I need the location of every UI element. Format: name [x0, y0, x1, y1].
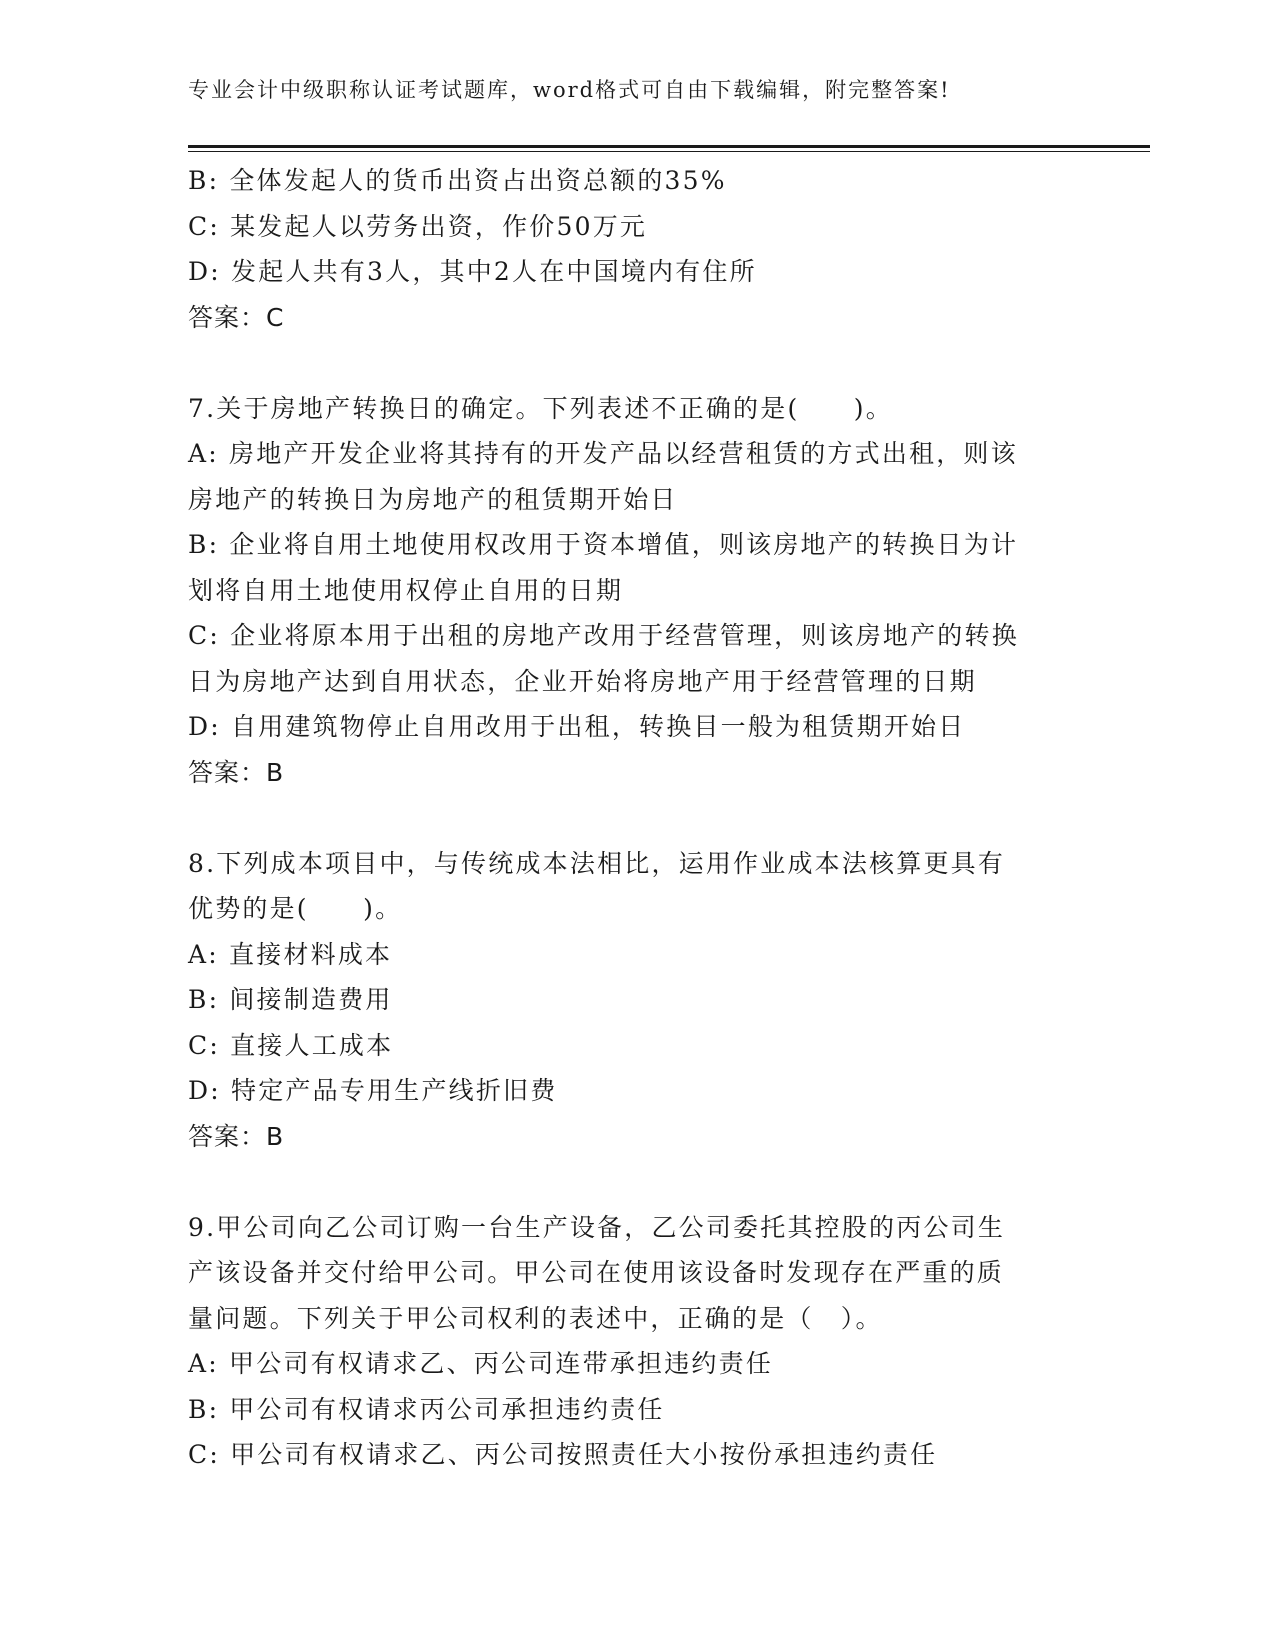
header-rule-thick: [188, 145, 1150, 148]
q7-option-d: D: 自用建筑物停止自用改用于出租，转换目一般为租赁期开始日: [188, 712, 966, 741]
q7-option-a-cont: 房地产的转换日为房地产的租赁期开始日: [188, 484, 678, 514]
q7-option-c: C: 企业将原本用于出租的房地产改用于经营管理，则该房地产的转换: [188, 621, 1019, 650]
q6-answer: 答案：C: [188, 302, 285, 332]
q6-option-b: B: 全体发起人的货币出资占出资总额的35%: [188, 166, 727, 195]
q7-option-b-cont: 划将自用土地使用权停止自用的日期: [188, 575, 624, 605]
q9-option-c: C: 甲公司有权请求乙、丙公司按照责任大小按份承担违约责任: [188, 1440, 938, 1469]
q9-stem: 9.甲公司向乙公司订购一台生产设备，乙公司委托其控股的丙公司生: [188, 1212, 1006, 1242]
q7-stem: 7.关于房地产转换日的确定。下列表述不正确的是( )。: [188, 393, 893, 423]
q7-option-a: A: 房地产开发企业将其持有的开发产品以经营租赁的方式出租，则该: [188, 439, 1018, 468]
spacer: [188, 340, 1068, 386]
q6-option-c: C: 某发起人以劳务出资，作价50万元: [188, 211, 648, 241]
q9-stem-cont-1: 产该设备并交付给甲公司。甲公司在使用该设备时发现存在严重的质: [188, 1258, 1005, 1287]
q8-stem-cont: 优势的是( )。: [188, 894, 403, 923]
q7-option-c-cont: 日为房地产达到自用状态，企业开始将房地产用于经营管理的日期: [188, 666, 977, 696]
spacer: [188, 795, 1068, 841]
q9-stem-cont-2: 量问题。下列关于甲公司权利的表述中，正确的是（ ）。: [188, 1303, 883, 1333]
header-rule-thin: [188, 151, 1150, 152]
q9-option-b: B: 甲公司有权请求丙公司承担违约责任: [188, 1394, 665, 1424]
q8-option-c: C: 直接人工成本: [188, 1030, 394, 1060]
q8-answer: 答案：B: [188, 1121, 285, 1151]
q8-stem: 8.下列成本项目中，与传统成本法相比，运用作业成本法核算更具有: [188, 848, 1006, 878]
q8-option-a: A: 直接材料成本: [188, 939, 393, 969]
page-header: 专业会计中级职称认证考试题库，word格式可自由下载编辑，附完整答案!: [188, 78, 951, 102]
q8-option-d: D: 特定产品专用生产线折旧费: [188, 1076, 558, 1105]
q7-option-b: B: 企业将自用土地使用权改用于资本增值，则该房地产的转换日为计: [188, 530, 1019, 559]
q9-option-a: A: 甲公司有权请求乙、丙公司连带承担违约责任: [188, 1349, 774, 1378]
spacer: [188, 1159, 1068, 1205]
document-body: [188, 158, 1068, 1478]
q8-option-b: B: 间接制造费用: [188, 985, 393, 1014]
q6-option-d: D: 发起人共有3人，其中2人在中国境内有住所: [188, 257, 757, 286]
q7-answer: 答案：B: [188, 757, 285, 787]
